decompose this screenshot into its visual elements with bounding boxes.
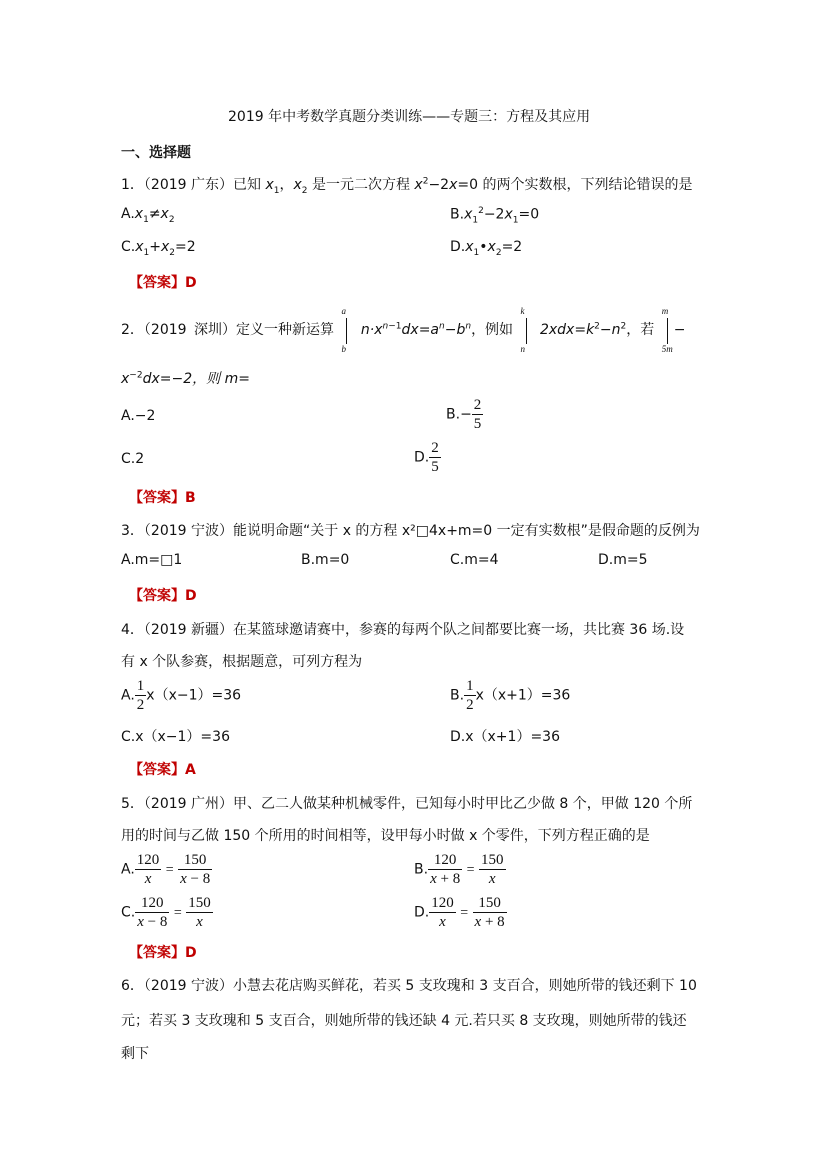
question-1-answer: 【答案】D [129, 275, 197, 291]
question-2-stem-continued: $x^{-2}dx=-2$，则 m= [121, 370, 250, 387]
question-1-option-a: $A.x_1\ne x_2$ [121, 206, 175, 225]
question-3-option-c: C.m=4 [450, 552, 499, 568]
question-5-option-a: A. $\frac{120}{x}$ = $\frac{150}{x - 8}$ [121, 852, 211, 887]
question-4-option-a: A. $\frac{1}{2}$ x（x−1）=36 [121, 678, 242, 713]
question-6-stem-line-2: 元；若买 3 支玫瑰和 5 支百合，则她所带的钱还缺 4 元.若只买 8 支玫瑰，则她所带的钱还 [121, 1013, 687, 1029]
question-1-stem: 1．（2019 广东）已知 $x_1$，$x_2$ 是一元二次方程 $x^2-2x=0$ 的两个实数根，下列结论错误的是 [121, 176, 693, 196]
question-4-answer: 【答案】A [129, 762, 196, 778]
question-5-option-b: B. $\frac{120}{x + 8}$ = $\frac{150}{x}$ [414, 852, 504, 887]
question-3-stem: 3．（2019 宁波）能说明命题“关于 x 的方程 x²□4x+m=0 一定有实数根”是假命题的反例为 [121, 523, 700, 539]
question-4-option-d: D.x（x+1）=36 [450, 729, 560, 745]
question-5-stem-line-2: 用的时间与乙做 150 个所用的时间相等，设甲每小时做 x 个零件，下列方程正确的是 [121, 828, 650, 844]
question-3-option-d: D.m=5 [598, 552, 648, 568]
question-5-stem-line-1: 5．（2019 广州）甲、乙二人做某种机械零件，已知每小时甲比乙少做 8 个，甲做 120 个所 [121, 796, 693, 812]
question-4-option-c: C.x（x−1）=36 [121, 729, 230, 745]
question-5-option-d: D. $\frac{120}{x}$ = $\frac{150}{x + 8}$ [414, 895, 505, 930]
question-1-option-c: $C.x_1+x_2=2$ [121, 239, 196, 258]
question-5-option-c: C. $\frac{120}{x - 8}$ = $\frac{150}{x}$ [121, 895, 211, 930]
question-5-answer: 【答案】D [129, 945, 197, 961]
question-4-stem-line-1: 4．（2019 新疆）在某篮球邀请赛中，参赛的每两个队之间都要比赛一场，共比赛 36 场.设 [121, 622, 685, 638]
section-heading: 一、选择题 [121, 145, 191, 161]
question-1-option-b: $B.x_1^2-2x_1=0$ [450, 206, 540, 226]
question-4-option-b: B. $\frac{1}{2}$ x（x+1）=36 [450, 678, 571, 713]
question-6-stem-line-3: 剩下 [121, 1046, 149, 1062]
question-2-answer: 【答案】B [129, 490, 196, 506]
page-title: 2019 年中考数学真题分类训练——专题三：方程及其应用 [228, 109, 591, 125]
question-2-option-b: B.− $\frac{2}{5}$ [446, 397, 482, 432]
question-2-stem: 2．（2019 深圳）定义一种新运算 a b $n\cdot x^{n-1}dx=a^n-b^n$，例如 k n $2xdx=k^2-n^2$，若 m 5m − [121, 306, 686, 354]
question-2-option-d: D. $\frac{2}{5}$ [414, 440, 439, 475]
question-4-stem-line-2: 有 x 个队参赛，根据题意，可列方程为 [121, 654, 363, 670]
question-3-answer: 【答案】D [129, 588, 197, 604]
question-2-option-a: A.−2 [121, 408, 156, 424]
question-2-option-c: C.2 [121, 451, 145, 467]
question-3-option-a: A.m=□1 [121, 552, 183, 568]
question-1-option-d: $D.x_1•x_2=2$ [450, 239, 523, 258]
question-6-stem-line-1: 6．（2019 宁波）小慧去花店购买鲜花，若买 5 支玫瑰和 3 支百合，则她所带的钱还剩下 10 [121, 978, 697, 994]
question-3-option-b: B.m=0 [301, 552, 350, 568]
